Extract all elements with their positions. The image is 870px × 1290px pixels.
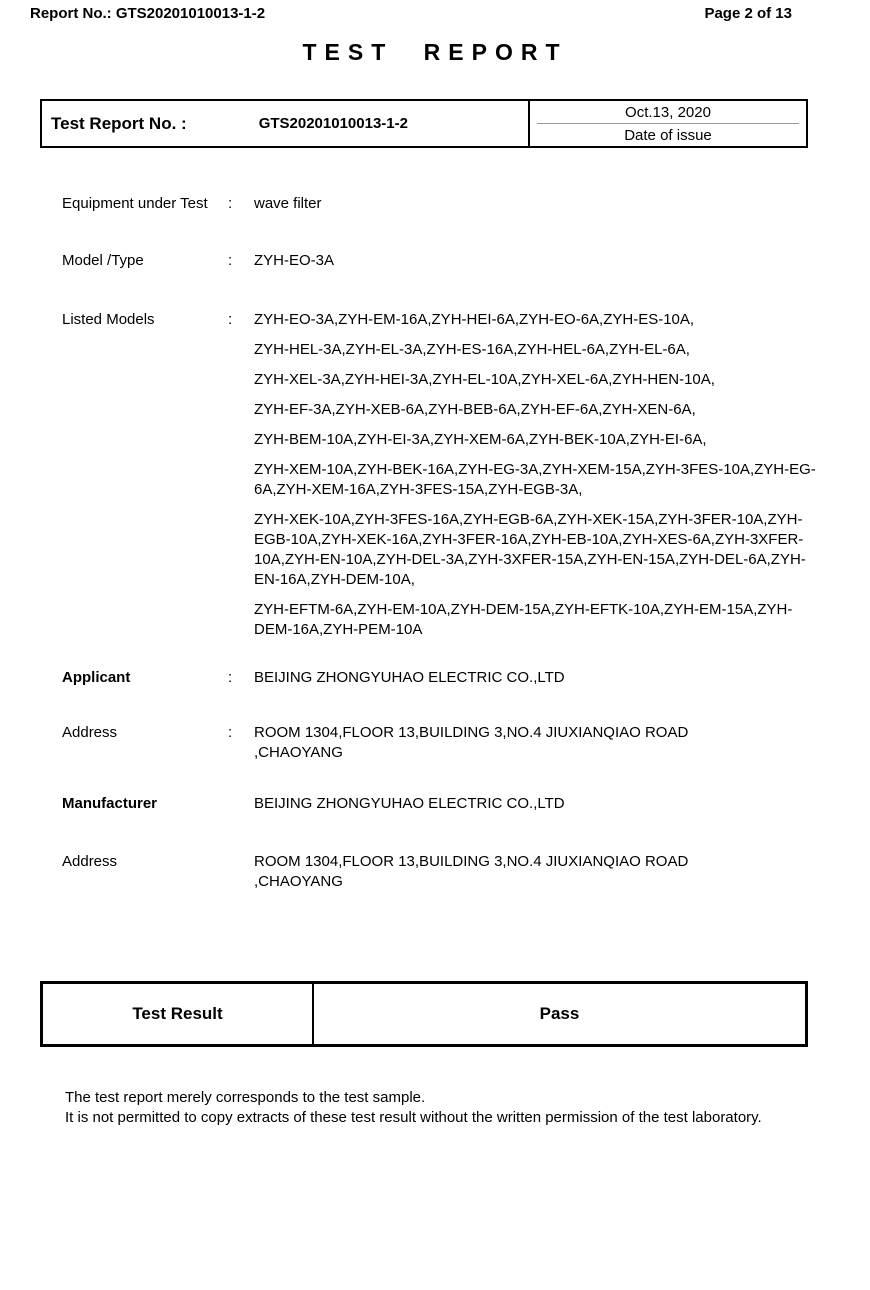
detail-separator: : [228, 252, 233, 269]
detail-label: Equipment under Test [62, 195, 208, 212]
listed-models-paragraph: ZYH-EFTM-6A,ZYH-EM-10A,ZYH-DEM-15A,ZYH-EFTK-10A,ZYH-EM-15A,ZYH-DEM-16A,ZYH-PEM-10A [254, 601, 793, 638]
detail-label: Listed Models [62, 311, 155, 328]
detail-row-listed-models [62, 310, 870, 640]
footer-note-line2: It is not permitted to copy extracts of these test result without the written permission of the test laboratory. [65, 1109, 762, 1126]
report-no-cell [42, 101, 530, 146]
listed-models-list [254, 310, 824, 640]
detail-value: BEIJING ZHONGYUHAO ELECTRIC CO.,LTD [254, 795, 565, 812]
report-no-value: GTS20201010013-1-2 [258, 115, 408, 132]
footer-note-line1: The test report merely corresponds to the test sample. [65, 1089, 426, 1106]
running-header [0, 5, 870, 22]
listed-models-paragraph: ZYH-BEM-10A,ZYH-EI-3A,ZYH-XEM-6A,ZYH-BEK-10A,ZYH-EI-6A, [254, 431, 707, 448]
detail-label: Manufacturer [62, 795, 158, 812]
detail-value: wave filter [254, 195, 322, 212]
details-section [62, 194, 870, 892]
detail-value: ROOM 1304,FLOOR 13,BUILDING 3,NO.4 JIUXIANQIAO ROAD ,CHAOYANG [254, 724, 689, 761]
detail-separator: : [228, 669, 233, 686]
detail-value: BEIJING ZHONGYUHAO ELECTRIC CO.,LTD [254, 669, 565, 686]
result-label-cell: Test Result [43, 984, 314, 1044]
date-label: Date of issue [624, 126, 712, 144]
date-value: Oct.13, 2020 [537, 101, 799, 124]
detail-value: ZYH-EO-3A [254, 252, 335, 269]
result-value-cell: Pass [539, 1004, 580, 1023]
detail-row-manufacturer-address [62, 852, 870, 892]
detail-label: Address [62, 724, 118, 741]
report-no-label: Test Report No. : [51, 113, 187, 133]
detail-row-model-type [62, 251, 870, 271]
footer-note [65, 1088, 805, 1128]
result-table [40, 981, 808, 1047]
date-of-issue-cell [530, 101, 806, 146]
listed-models-paragraph: ZYH-EF-3A,ZYH-XEB-6A,ZYH-BEB-6A,ZYH-EF-6A,ZYH-XEN-6A, [254, 401, 696, 418]
detail-row-manufacturer [62, 794, 870, 814]
detail-row-equipment [62, 194, 870, 214]
detail-separator [228, 852, 254, 892]
page-title: TEST REPORT [302, 39, 568, 65]
listed-models-paragraph: ZYH-XEM-10A,ZYH-BEK-16A,ZYH-EG-3A,ZYH-XEM-15A,ZYH-3FES-10A,ZYH-EG-6A,ZYH-XEM-16A,ZYH-3FES-15A,ZYH-EGB-3A, [254, 461, 816, 498]
listed-models-paragraph: ZYH-HEL-3A,ZYH-EL-3A,ZYH-ES-16A,ZYH-HEL-6A,ZYH-EL-6A, [254, 341, 690, 358]
detail-row-applicant [62, 668, 870, 688]
header-report-no: Report No.: GTS20201010013-1-2 [30, 5, 266, 22]
report-info-table [40, 99, 808, 148]
detail-separator: : [228, 195, 233, 212]
listed-models-paragraph: ZYH-XEK-10A,ZYH-3FES-16A,ZYH-EGB-6A,ZYH-XEK-15A,ZYH-3FER-10A,ZYH-EGB-10A,ZYH-XEK-16A,ZYH-3FER-16A,ZYH-EB-10A,ZYH-XES-6A,ZYH-3XFER-10A,ZYH-EN-10A,ZYH-DEL-3A,ZYH-3XFER-15A,ZYH-EN-15A,ZYH-DEL-6A,ZYH-EN-16A,ZYH-DEM-10A, [254, 511, 806, 588]
detail-separator: : [228, 311, 233, 328]
listed-models-paragraph: ZYH-XEL-3A,ZYH-HEI-3A,ZYH-EL-10A,ZYH-XEL-6A,ZYH-HEN-10A, [254, 371, 715, 388]
header-page-indicator: Page 2 of 13 [704, 5, 792, 22]
listed-models-paragraph: ZYH-EO-3A,ZYH-EM-16A,ZYH-HEI-6A,ZYH-EO-6A,ZYH-ES-10A, [254, 311, 695, 328]
detail-separator [228, 794, 254, 814]
detail-label: Model /Type [62, 252, 144, 269]
detail-value: ROOM 1304,FLOOR 13,BUILDING 3,NO.4 JIUXIANQIAO ROAD ,CHAOYANG [254, 853, 689, 890]
detail-row-applicant-address [62, 723, 870, 763]
detail-label: Address [62, 853, 118, 870]
detail-separator: : [228, 724, 233, 741]
detail-label: Applicant [62, 669, 131, 686]
